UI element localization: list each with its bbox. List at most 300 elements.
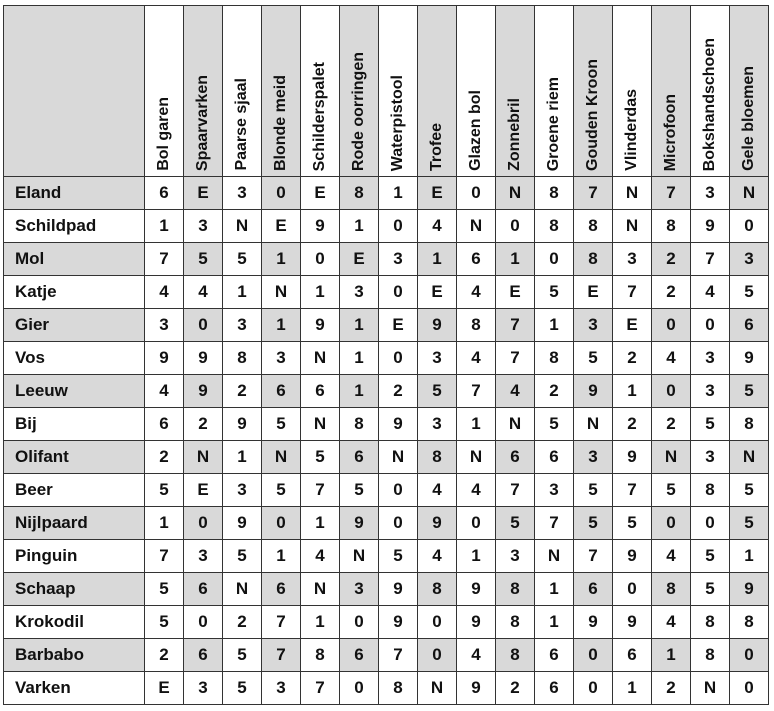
table-row <box>4 573 769 606</box>
grid-cell: 0 <box>730 210 769 243</box>
grid-cell: 5 <box>535 276 574 309</box>
grid-cell: E <box>418 177 457 210</box>
grid-cell: 6 <box>184 573 223 606</box>
grid-cell: 6 <box>184 639 223 672</box>
column-header-label: Schilderspalet <box>311 61 328 171</box>
grid-cell: 9 <box>457 573 496 606</box>
grid-cell: N <box>457 441 496 474</box>
grid-cell: 3 <box>418 408 457 441</box>
grid-cell: 2 <box>145 639 184 672</box>
grid-cell: 3 <box>574 441 613 474</box>
grid-cell: E <box>379 309 418 342</box>
row-header: Schaap <box>4 573 145 606</box>
grid-cell: N <box>496 177 535 210</box>
grid-cell: 4 <box>457 276 496 309</box>
grid-cell: 1 <box>262 540 301 573</box>
grid-cell: 7 <box>574 540 613 573</box>
grid-cell: 8 <box>535 210 574 243</box>
grid-cell: 9 <box>613 540 652 573</box>
grid-cell: 4 <box>457 474 496 507</box>
grid-cell: N <box>301 573 340 606</box>
grid-cell: 6 <box>457 243 496 276</box>
column-header <box>652 6 691 177</box>
grid-cell: N <box>574 408 613 441</box>
grid-cell: 0 <box>691 309 730 342</box>
grid-cell: 4 <box>691 276 730 309</box>
grid-cell: 3 <box>262 342 301 375</box>
grid-cell: 3 <box>340 276 379 309</box>
grid-cell: 7 <box>301 672 340 705</box>
table-row <box>4 606 769 639</box>
grid-cell: 3 <box>223 309 262 342</box>
grid-cell: 1 <box>418 243 457 276</box>
grid-cell: 8 <box>340 408 379 441</box>
grid-cell: 4 <box>145 375 184 408</box>
column-header <box>184 6 223 177</box>
column-header-label: Glazen bol <box>467 90 484 171</box>
grid-cell: N <box>301 342 340 375</box>
grid-cell: E <box>301 177 340 210</box>
grid-cell: N <box>301 408 340 441</box>
grid-cell: E <box>262 210 301 243</box>
grid-cell: N <box>223 210 262 243</box>
grid-cell: 3 <box>145 309 184 342</box>
table-row <box>4 639 769 672</box>
grid-cell: N <box>730 177 769 210</box>
column-header-label: Groene riem <box>545 76 562 171</box>
column-header-label: Trofee <box>428 122 445 171</box>
grid-cell: 3 <box>691 375 730 408</box>
grid-cell: 0 <box>379 276 418 309</box>
column-header <box>340 6 379 177</box>
grid-cell: 1 <box>379 177 418 210</box>
grid-cell: 1 <box>613 672 652 705</box>
row-header: Varken <box>4 672 145 705</box>
grid-cell: 5 <box>730 474 769 507</box>
grid-cell: 3 <box>184 540 223 573</box>
grid-cell: N <box>379 441 418 474</box>
grid-cell: 3 <box>184 210 223 243</box>
grid-cell: 8 <box>574 210 613 243</box>
grid-cell: 9 <box>730 573 769 606</box>
grid-cell: 5 <box>574 474 613 507</box>
grid-cell: 8 <box>418 441 457 474</box>
column-header-label: Bokshandschoen <box>701 37 718 171</box>
grid-cell: 3 <box>418 342 457 375</box>
grid-cell: 5 <box>496 507 535 540</box>
row-header: Katje <box>4 276 145 309</box>
column-header <box>223 6 262 177</box>
grid-cell: 9 <box>613 606 652 639</box>
row-header: Vos <box>4 342 145 375</box>
grid-cell: 1 <box>340 342 379 375</box>
grid-cell: 1 <box>340 309 379 342</box>
grid-cell: 9 <box>223 408 262 441</box>
table-row <box>4 210 769 243</box>
row-header: Gier <box>4 309 145 342</box>
grid-cell: 2 <box>379 375 418 408</box>
grid-cell: N <box>613 177 652 210</box>
grid-cell: 0 <box>379 210 418 243</box>
grid-cell: 0 <box>301 243 340 276</box>
grid-cell: N <box>613 210 652 243</box>
column-header-label: Paarse sjaal <box>233 78 250 171</box>
row-header: Eland <box>4 177 145 210</box>
grid-cell: 7 <box>535 507 574 540</box>
grid-cell: 1 <box>652 639 691 672</box>
grid-cell: 9 <box>574 606 613 639</box>
grid-cell: 7 <box>496 474 535 507</box>
table-row <box>4 540 769 573</box>
grid-cell: 7 <box>145 540 184 573</box>
grid-cell: 8 <box>496 639 535 672</box>
column-header <box>574 6 613 177</box>
grid-cell: 3 <box>223 177 262 210</box>
grid-cell: 3 <box>496 540 535 573</box>
grid-cell: 0 <box>613 573 652 606</box>
grid-cell: N <box>730 441 769 474</box>
grid-cell: N <box>184 441 223 474</box>
grid-cell: 0 <box>184 507 223 540</box>
grid-cell: 5 <box>691 408 730 441</box>
grid-cell: 0 <box>730 639 769 672</box>
grid-cell: 9 <box>730 342 769 375</box>
grid-cell: 6 <box>262 573 301 606</box>
grid-cell: 6 <box>574 573 613 606</box>
grid-cell: 1 <box>535 606 574 639</box>
grid-cell: 0 <box>496 210 535 243</box>
grid-cell: E <box>340 243 379 276</box>
puzzle-grid <box>3 5 769 705</box>
grid-cell: 8 <box>730 606 769 639</box>
grid-cell: 5 <box>145 474 184 507</box>
grid-cell: E <box>418 276 457 309</box>
grid-cell: 9 <box>691 210 730 243</box>
column-header <box>301 6 340 177</box>
grid-cell: N <box>262 276 301 309</box>
grid-cell: 8 <box>223 342 262 375</box>
grid-cell: N <box>262 441 301 474</box>
grid-cell: 9 <box>379 573 418 606</box>
grid-cell: 0 <box>184 309 223 342</box>
grid-cell: 3 <box>574 309 613 342</box>
grid-cell: 2 <box>223 375 262 408</box>
grid-cell: 5 <box>730 276 769 309</box>
grid-cell: 7 <box>574 177 613 210</box>
grid-cell: 0 <box>652 375 691 408</box>
grid-cell: 0 <box>652 507 691 540</box>
grid-cell: N <box>457 210 496 243</box>
column-header <box>613 6 652 177</box>
grid-cell: 4 <box>496 375 535 408</box>
grid-cell: 8 <box>340 177 379 210</box>
column-header-label: Waterpistool <box>389 74 406 171</box>
column-header-label: Bol garen <box>155 97 172 171</box>
grid-cell: 9 <box>340 507 379 540</box>
grid-cell: 0 <box>691 507 730 540</box>
column-header-label: Spaarvarken <box>194 74 211 171</box>
grid-cell: 0 <box>457 507 496 540</box>
grid-cell: 2 <box>652 408 691 441</box>
grid-cell: 7 <box>379 639 418 672</box>
grid-cell: 9 <box>418 507 457 540</box>
grid-cell: 2 <box>223 606 262 639</box>
grid-cell: 8 <box>535 342 574 375</box>
grid-cell: 7 <box>457 375 496 408</box>
grid-cell: 4 <box>418 540 457 573</box>
grid-cell: 9 <box>418 309 457 342</box>
column-header <box>496 6 535 177</box>
grid-cell: 5 <box>223 243 262 276</box>
grid-cell: 3 <box>535 474 574 507</box>
table-row <box>4 408 769 441</box>
grid-cell: 5 <box>301 441 340 474</box>
grid-cell: 4 <box>145 276 184 309</box>
table-row <box>4 276 769 309</box>
grid-cell: 4 <box>652 606 691 639</box>
column-header <box>730 6 769 177</box>
grid-cell: 2 <box>613 408 652 441</box>
grid-cell: 3 <box>691 441 730 474</box>
grid-cell: 0 <box>418 606 457 639</box>
grid-cell: 5 <box>184 243 223 276</box>
grid-cell: 0 <box>379 474 418 507</box>
grid-cell: 8 <box>691 606 730 639</box>
row-header: Olifant <box>4 441 145 474</box>
grid-cell: 9 <box>613 441 652 474</box>
grid-cell: 6 <box>262 375 301 408</box>
grid-cell: 4 <box>418 474 457 507</box>
grid-cell: 0 <box>535 243 574 276</box>
grid-cell: 0 <box>652 309 691 342</box>
corner-cell <box>4 6 145 177</box>
grid-cell: 9 <box>379 408 418 441</box>
grid-cell: 8 <box>496 606 535 639</box>
grid-cell: 6 <box>535 441 574 474</box>
grid-cell: 1 <box>613 375 652 408</box>
grid-cell: 1 <box>535 573 574 606</box>
column-header-label: Blonde meid <box>272 74 289 171</box>
table-row <box>4 474 769 507</box>
grid-cell: 7 <box>145 243 184 276</box>
grid-cell: 3 <box>613 243 652 276</box>
grid-cell: 1 <box>301 606 340 639</box>
grid-cell: 7 <box>301 474 340 507</box>
grid-cell: E <box>613 309 652 342</box>
grid-cell: 5 <box>262 408 301 441</box>
row-header: Barbabo <box>4 639 145 672</box>
grid-cell: 0 <box>457 177 496 210</box>
grid-cell: 5 <box>262 474 301 507</box>
grid-cell: 1 <box>145 210 184 243</box>
grid-cell: 0 <box>340 606 379 639</box>
grid-cell: 6 <box>340 441 379 474</box>
grid-cell: 5 <box>613 507 652 540</box>
grid-cell: 7 <box>691 243 730 276</box>
column-header-label: Gele bloemen <box>740 66 757 171</box>
table-row <box>4 309 769 342</box>
grid-cell: 0 <box>262 507 301 540</box>
grid-cell: E <box>184 177 223 210</box>
grid-cell: 4 <box>301 540 340 573</box>
grid-cell: 1 <box>457 540 496 573</box>
grid-cell: 1 <box>340 375 379 408</box>
grid-cell: 6 <box>613 639 652 672</box>
grid-cell: 9 <box>184 342 223 375</box>
grid-cell: 0 <box>379 507 418 540</box>
grid-cell: 3 <box>691 342 730 375</box>
grid-cell: 8 <box>496 573 535 606</box>
grid-cell: 8 <box>652 573 691 606</box>
column-header <box>418 6 457 177</box>
row-header: Beer <box>4 474 145 507</box>
column-header <box>379 6 418 177</box>
column-header-label: Microfoon <box>662 93 679 171</box>
grid-cell: 4 <box>418 210 457 243</box>
grid-cell: 3 <box>223 474 262 507</box>
grid-cell: 0 <box>379 342 418 375</box>
grid-cell: 6 <box>145 408 184 441</box>
grid-cell: 9 <box>574 375 613 408</box>
grid-cell: 0 <box>418 639 457 672</box>
grid-cell: 5 <box>730 375 769 408</box>
grid-cell: 8 <box>691 639 730 672</box>
grid-cell: 5 <box>145 573 184 606</box>
table-row <box>4 672 769 705</box>
column-header <box>145 6 184 177</box>
grid-cell: 5 <box>535 408 574 441</box>
grid-cell: 0 <box>574 672 613 705</box>
grid-cell: 1 <box>223 441 262 474</box>
grid-cell: 9 <box>184 375 223 408</box>
grid-cell: 1 <box>301 507 340 540</box>
grid-cell: 5 <box>652 474 691 507</box>
grid-cell: 6 <box>730 309 769 342</box>
grid-cell: 1 <box>340 210 379 243</box>
grid-cell: 3 <box>184 672 223 705</box>
grid-cell: 6 <box>301 375 340 408</box>
grid-cell: 1 <box>223 276 262 309</box>
grid-cell: N <box>340 540 379 573</box>
grid-cell: 5 <box>574 342 613 375</box>
grid-cell: 2 <box>145 441 184 474</box>
column-header <box>691 6 730 177</box>
grid-cell: 8 <box>535 177 574 210</box>
grid-cell: 8 <box>379 672 418 705</box>
row-header: Bij <box>4 408 145 441</box>
grid-cell: 1 <box>730 540 769 573</box>
grid-cell: 7 <box>613 474 652 507</box>
grid-cell: 6 <box>496 441 535 474</box>
grid-cell: 9 <box>457 672 496 705</box>
column-header-label: Zonnebril <box>506 98 523 171</box>
grid-cell: 8 <box>730 408 769 441</box>
grid-cell: 9 <box>379 606 418 639</box>
column-header-label: Vlinderdas <box>623 89 640 171</box>
grid-cell: 5 <box>340 474 379 507</box>
grid-cell: 1 <box>262 243 301 276</box>
grid-cell: 9 <box>223 507 262 540</box>
grid-cell: 6 <box>340 639 379 672</box>
grid-cell: 5 <box>223 672 262 705</box>
grid-cell: 6 <box>145 177 184 210</box>
grid-cell: 5 <box>145 606 184 639</box>
grid-cell: 2 <box>652 672 691 705</box>
grid-cell: 5 <box>574 507 613 540</box>
row-header: Schildpad <box>4 210 145 243</box>
table-row <box>4 243 769 276</box>
row-header: Leeuw <box>4 375 145 408</box>
grid-cell: 9 <box>301 210 340 243</box>
grid-cell: 0 <box>574 639 613 672</box>
column-header <box>535 6 574 177</box>
grid-cell: 4 <box>652 342 691 375</box>
grid-cell: 1 <box>496 243 535 276</box>
table-row <box>4 342 769 375</box>
grid-cell: 2 <box>652 243 691 276</box>
grid-cell: 4 <box>457 342 496 375</box>
grid-cell: 2 <box>184 408 223 441</box>
row-header: Nijlpaard <box>4 507 145 540</box>
grid-cell: 7 <box>496 342 535 375</box>
table-row <box>4 441 769 474</box>
column-header-label: Gouden Kroon <box>584 59 601 171</box>
grid-cell: 1 <box>262 309 301 342</box>
grid-cell: 5 <box>223 540 262 573</box>
grid-cell: 5 <box>730 507 769 540</box>
grid-cell: N <box>691 672 730 705</box>
grid-cell: 2 <box>496 672 535 705</box>
grid-cell: 2 <box>613 342 652 375</box>
grid-cell: 0 <box>262 177 301 210</box>
column-header-label: Rode oorringen <box>350 51 367 171</box>
grid-cell: 1 <box>535 309 574 342</box>
grid-cell: 5 <box>418 375 457 408</box>
row-header: Pinguin <box>4 540 145 573</box>
column-header <box>262 6 301 177</box>
grid-cell: 3 <box>379 243 418 276</box>
grid-cell: E <box>496 276 535 309</box>
grid-cell: 3 <box>340 573 379 606</box>
grid-cell: 0 <box>340 672 379 705</box>
grid-cell: 8 <box>301 639 340 672</box>
grid-cell: N <box>652 441 691 474</box>
grid-cell: E <box>145 672 184 705</box>
grid-cell: 7 <box>496 309 535 342</box>
grid-cell: 0 <box>184 606 223 639</box>
grid-cell: 1 <box>457 408 496 441</box>
grid-cell: 7 <box>262 639 301 672</box>
grid-cell: 7 <box>652 177 691 210</box>
grid-cell: E <box>574 276 613 309</box>
grid-cell: 5 <box>223 639 262 672</box>
grid-cell: 6 <box>535 672 574 705</box>
grid-cell: 1 <box>301 276 340 309</box>
grid-cell: 4 <box>457 639 496 672</box>
grid-cell: 5 <box>379 540 418 573</box>
grid-cell: 7 <box>262 606 301 639</box>
grid-cell: 9 <box>457 606 496 639</box>
grid-cell: N <box>223 573 262 606</box>
grid-cell: 3 <box>730 243 769 276</box>
table-row <box>4 177 769 210</box>
grid-cell: 8 <box>691 474 730 507</box>
grid-cell: N <box>496 408 535 441</box>
table-row <box>4 375 769 408</box>
grid-cell: 2 <box>535 375 574 408</box>
grid-cell: 8 <box>652 210 691 243</box>
grid-cell: 4 <box>184 276 223 309</box>
